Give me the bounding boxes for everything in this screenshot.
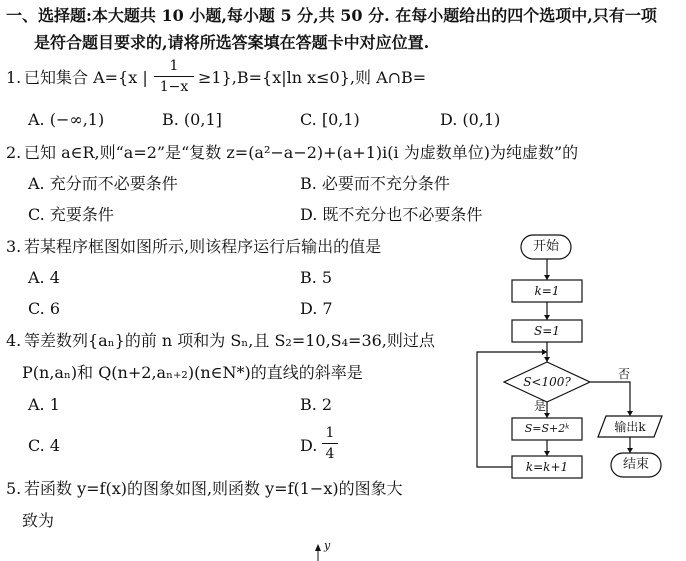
section-title-line2: 是符合题目要求的,请将所选答案填在答题卡中对应位置. (34, 33, 430, 52)
q5-axis-label-y: y (324, 539, 331, 552)
q1-fraction-numerator: 1 (169, 58, 179, 74)
q3-option-c: C. 6 (28, 299, 61, 318)
q2-option-b: B. 必要而不充分条件 (300, 174, 450, 193)
q1-stem-a: 已知集合 A={x | (24, 68, 148, 87)
q4-option-c: C. 4 (28, 436, 61, 455)
section-title-line1: 一、选择题:本大题共 10 小题,每小题 5 分,共 50 分. 在每小题给出的四个选项中,只有一项 (6, 6, 657, 25)
q4-option-d-numerator: 1 (325, 425, 335, 441)
flow-start-label: 开始 (532, 239, 559, 254)
q1-option-c: C. [0,1) (300, 110, 360, 129)
flow-end-label: 结束 (622, 457, 649, 472)
flow-update-k-label: k=k+1 (525, 460, 569, 474)
q4-number: 4. (6, 331, 22, 350)
q3-option-a: A. 4 (28, 268, 60, 287)
q3-number: 3. (6, 237, 22, 256)
q4-option-d-denominator: 4 (325, 446, 335, 462)
q4-stem-line2: P(n,aₙ)和 Q(n+2,aₙ₊₂)(n∈N*)的直线的斜率是 (22, 363, 363, 382)
flow-cond-label: S<100? (523, 375, 571, 389)
q2-option-c: C. 充要条件 (28, 205, 114, 224)
q1-option-a: A. (−∞,1) (28, 110, 105, 129)
q4-option-a: A. 1 (28, 395, 60, 414)
flow-update-s-label: S=S+2ᵏ (524, 422, 570, 435)
q1-option-b: B. (0,1] (162, 110, 222, 129)
q1-stem-b: ≥1},B={x|ln x≤0},则 A∩B= (198, 68, 427, 87)
q4-option-b: B. 2 (300, 395, 333, 414)
q5-stem-line1: 若函数 y=f(x)的图象如图,则函数 y=f(1−x)的图象大 (24, 479, 403, 498)
q2-number: 2. (6, 143, 22, 162)
flow-output-label: 输出k (614, 420, 646, 434)
q3-option-d: D. 7 (300, 299, 333, 318)
flow-no-label: 否 (618, 367, 631, 381)
q1-option-d: D. (0,1) (440, 110, 501, 129)
flow-yes-label: 是 (534, 399, 547, 413)
q1-fraction-denominator: 1−x (159, 79, 189, 95)
q4-stem-line1: 等差数列{aₙ}的前 n 项和为 Sₙ,且 S₂=10,S₄=36,则过点 (24, 331, 435, 350)
flow-s-init-label: S=1 (534, 324, 560, 338)
q3-stem: 若某程序框图如图所示,则该程序运行后输出的值是 (24, 237, 382, 256)
q1-number: 1. (6, 68, 22, 87)
q3-option-b: B. 5 (300, 268, 333, 287)
q5-number: 5. (6, 479, 22, 498)
q4-option-d-prefix: D. (300, 436, 318, 455)
q2-option-d: D. 既不充分也不必要条件 (300, 205, 483, 224)
flow-k-init-label: k=1 (534, 284, 560, 298)
q2-stem: 已知 a∈R,则“a=2”是“复数 z=(a²−a−2)+(a+1)i(i 为虚数单位)为纯虚数”的 (24, 143, 579, 162)
q5-stem-line2: 致为 (22, 511, 55, 530)
q2-option-a: A. 充分而不必要条件 (28, 174, 178, 193)
